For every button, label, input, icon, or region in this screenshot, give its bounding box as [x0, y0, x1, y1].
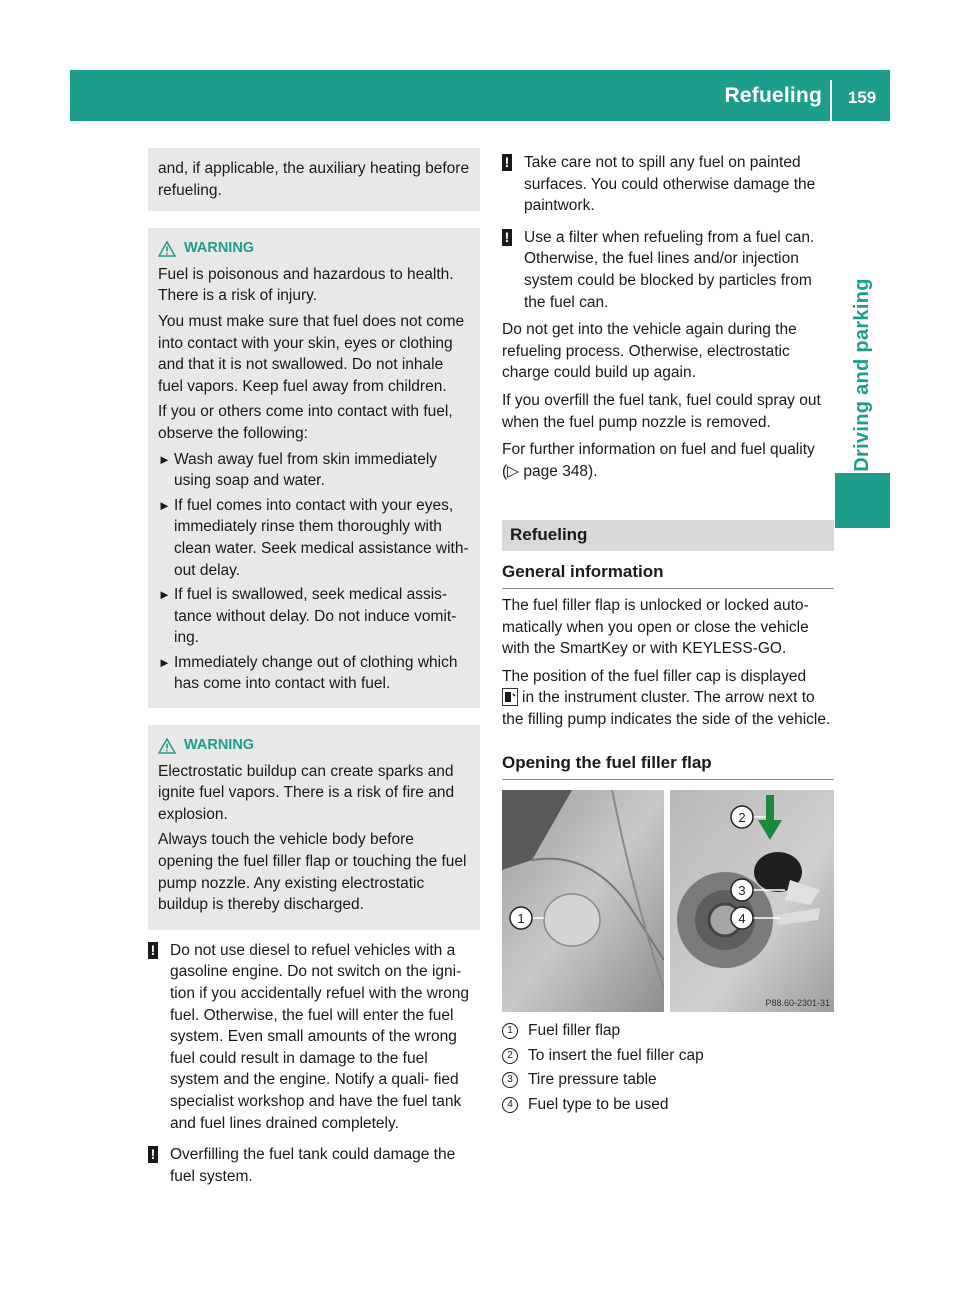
- warning-bullets: [158, 449, 472, 696]
- page-reference-link[interactable]: page 348).: [523, 462, 598, 480]
- warning-text: Electrostatic buildup can create sparks and ignite fuel vapors. There is a risk of fire and explosion.: [158, 762, 455, 823]
- page-ref-icon: ▷: [507, 462, 524, 480]
- fuel-pump-icon: [502, 688, 518, 706]
- header-divider: [830, 80, 832, 121]
- figure-code: P88.60-2301-31: [765, 998, 830, 1009]
- warning-text: You must make sure that fuel does not come into contact with your skin, eyes or clothing and that it is not swallowed. Do not inhale fuel vapors. Keep fuel away from children.: [158, 312, 465, 395]
- note-diesel: ! Do not use diesel to refuel vehicles with a gasoline engine. Do not switch on the igni- tion if you accidentally refuel with the wrong fuel. Otherwise, the fuel will enter the fuel system. Even small amounts of the wrong fuel could result in damage to the fuel system and the engine. Notify a quali- fied specialist workshop and have the fuel tank and fuel lines drained completely.: [148, 940, 480, 1134]
- list-item: ► Immediately change out of clothing which has come into contact with fuel.: [158, 653, 458, 693]
- side-tab-marker: [835, 473, 890, 528]
- figure-callout-2: 2: [738, 810, 746, 826]
- warning-text: Fuel is poisonous and hazardous to health. There is a risk of injury.: [158, 265, 454, 305]
- list-item: 3 Tire pressure table: [502, 1069, 834, 1091]
- warning-box-fuel: [148, 228, 480, 708]
- list-item: ► If fuel is swallowed, seek medical assis- tance without delay. Do not induce vomit- ing.: [158, 586, 457, 647]
- note-overfill: ! Overfilling the fuel tank could damage the fuel system.: [148, 1144, 480, 1187]
- warning-text: Always touch the vehicle body before opening the fuel filler flap or touching the fuel pump nozzle. Any existing electrostatic buildup is thereby discharged.: [158, 831, 467, 914]
- warning-text: If you or others come into contact with fuel, observe the following:: [158, 403, 453, 442]
- body-text: For further information on fuel and fuel quality (▷ page 348).: [502, 441, 815, 480]
- page-header: [70, 70, 890, 121]
- figure-legend: [502, 1020, 834, 1115]
- exclamation-icon: !: [148, 1146, 158, 1163]
- figure-callout-4: 4: [738, 911, 746, 927]
- warning-heading: WARNING: [158, 735, 472, 757]
- intro-box: [148, 148, 480, 211]
- note-paint: ! Take care not to spill any fuel on painted surfaces. You could otherwise damage the paintwork.: [502, 152, 834, 217]
- warning-box-electrostatic: [148, 725, 480, 930]
- note-filter: ! Use a filter when refueling from a fuel can. Otherwise, the fuel lines and/or injection system could be blocked by particles from the fuel can.: [502, 227, 834, 313]
- left-column: [148, 148, 480, 1187]
- list-item: 2 To insert the fuel filler cap: [502, 1045, 834, 1067]
- figure-callout-1: 1: [517, 911, 525, 927]
- warning-triangle-icon: [158, 241, 176, 257]
- body-text: Do not get into the vehicle again during the refueling process. Otherwise, electrostatic charge could build up again.: [502, 321, 797, 382]
- exclamation-icon: !: [148, 942, 158, 959]
- list-item: ► Wash away fuel from skin immediately using soap and water.: [158, 450, 438, 490]
- right-column: [502, 148, 834, 1131]
- fuel-cap-illustration: [670, 790, 834, 1012]
- car-side-illustration: [502, 790, 664, 1012]
- section-title: Refueling: [502, 520, 834, 551]
- exclamation-icon: !: [502, 154, 512, 171]
- body-text: If you overfill the fuel tank, fuel could spray out when the fuel pump nozzle is removed.: [502, 391, 821, 431]
- figure-callout-3: 3: [738, 883, 746, 899]
- side-tab-label: Driving and parking: [851, 278, 874, 472]
- body-text: The fuel filler flap is unlocked or locked auto- matically when you open or close the vehicle with the SmartKey or with KEYLESS-GO.: [502, 596, 809, 658]
- exclamation-icon: !: [502, 229, 512, 246]
- list-item: 4 Fuel type to be used: [502, 1094, 834, 1116]
- subheading-opening: Opening the fuel filler flap: [502, 752, 834, 780]
- list-item: ► If fuel comes into contact with your eyes, immediately rinse them thoroughly with clean water. Seek medical assistance with- out delay.: [158, 496, 469, 579]
- intro-text: and, if applicable, the auxiliary heating before refueling.: [158, 160, 470, 199]
- subheading-general: General information: [502, 561, 834, 589]
- warning-triangle-icon: [158, 738, 176, 754]
- warning-heading: WARNING: [158, 238, 472, 260]
- page-title: Refueling: [724, 84, 822, 107]
- body-text: The position of the fuel filler cap is displayed in the instrument cluster. The arrow next to the filling pump indicates the side of the vehicle.: [502, 667, 831, 728]
- list-item: 1 Fuel filler flap: [502, 1020, 834, 1042]
- page-number: 159: [847, 88, 877, 107]
- fuel-flap-figure: [502, 790, 834, 1012]
